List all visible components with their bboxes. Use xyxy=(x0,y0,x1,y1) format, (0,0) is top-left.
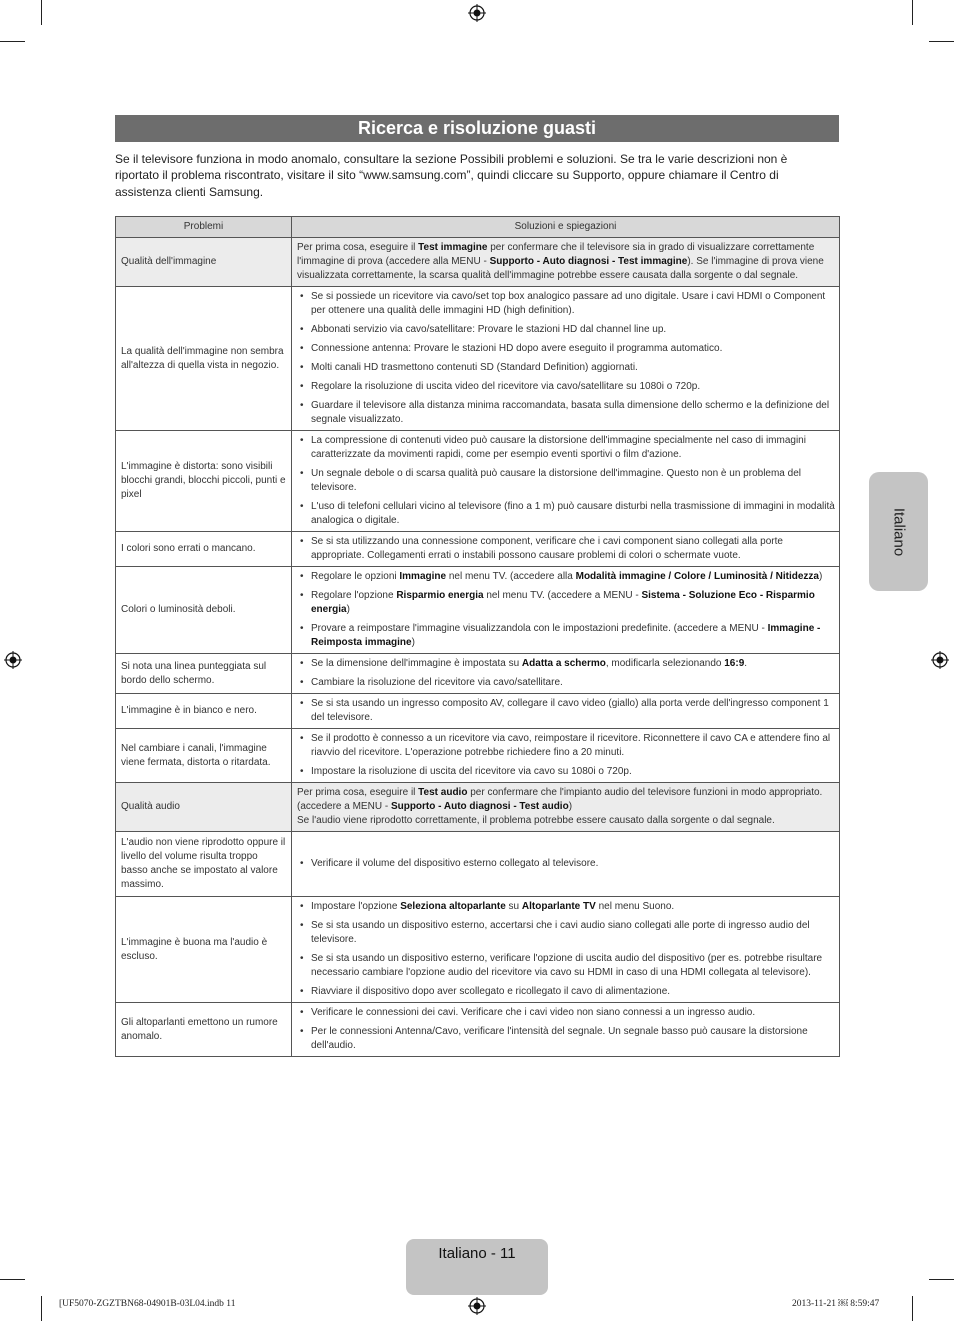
list-item: • Abbonati servizio via cavo/satellitare: Provare le stazioni HD dal channel line up. xyxy=(297,323,835,337)
table-row xyxy=(116,832,840,897)
problem-cell: Qualità audio xyxy=(116,783,292,832)
problem-cell: I colori sono errati o mancano. xyxy=(116,532,292,567)
crop-mark xyxy=(0,41,25,42)
problem-cell: L'audio non viene riprodotto oppure il livello del volume risulta troppo basso anche se impostato al valore massimo. xyxy=(116,832,292,897)
solution-list xyxy=(297,697,835,725)
table-row xyxy=(116,431,840,532)
list-item: • Se si sta usando un dispositivo esterno, accertarsi che i cavi audio siano collegati alle porte di ingresso audio del televisore. xyxy=(297,919,835,947)
list-item: • Molti canali HD trasmettono contenuti SD (Standard Definition) aggiornati. xyxy=(297,361,835,375)
list-item: • Provare a reimpostare l'immagine visualizzandola con le impostazioni predefinite. (accedere a MENU - Immagine - Reimposta immagine) xyxy=(297,622,835,650)
list-item: • Riavviare il dispositivo dopo aver scollegato e ricollegato il cavo di alimentazione. xyxy=(297,985,835,999)
list-item: • Se si sta utilizzando una connessione component, verificare che i cavi component siano collegati alla porte appropriate. Collegamenti errati o instabili possono causare problemi di colori o schermate vuote. xyxy=(297,535,835,563)
problem-cell: L'immagine è distorta: sono visibili blocchi grandi, blocchi piccoli, punti e pixel xyxy=(116,431,292,532)
solution-list xyxy=(297,900,835,999)
footer-file: [UF5070-ZGZTBN68-04901B-03L04.indb 11 xyxy=(59,1299,236,1309)
list-item: • La compressione di contenuti video può causare la distorsione dell'immagine specialmente nel caso di immagini caratterizzate da movimenti rapidi, come per esempio eventi sportivi o film d'azione. xyxy=(297,434,835,462)
table-row xyxy=(116,238,840,287)
list-item: • Regolare l'opzione Risparmio energia nel menu TV. (accedere a MENU - Sistema - Soluzione Eco - Risparmio energia) xyxy=(297,589,835,617)
list-item: • Per le connessioni Antenna/Cavo, verificare l'intensità del segnale. Un segnale basso può causare la distorsione dell'audio. xyxy=(297,1025,835,1053)
crop-mark xyxy=(929,1279,954,1280)
page-number-tab xyxy=(406,1239,548,1295)
problem-cell: L'immagine è buona ma l'audio è escluso. xyxy=(116,897,292,1003)
list-item: • Regolare le opzioni Immagine nel menu TV. (accedere alla Modalità immagine / Colore / Luminosità / Nitidezza) xyxy=(297,570,835,584)
solution-list xyxy=(297,1006,835,1053)
crop-mark xyxy=(41,0,42,25)
solution-list xyxy=(297,732,835,779)
table-row xyxy=(116,897,840,1003)
solution-cell xyxy=(292,832,840,897)
list-item: • Se la dimensione dell'immagine è impostata su Adatta a schermo, modificarla selezionando 16:9. xyxy=(297,657,835,671)
solution-cell xyxy=(292,287,840,431)
list-item: • Verificare il volume del dispositivo esterno collegato al televisore. xyxy=(297,857,835,871)
solution-list xyxy=(297,290,835,427)
table-row xyxy=(116,654,840,694)
registration-mark-icon xyxy=(4,651,22,669)
intro-paragraph: Se il televisore funziona in modo anomalo, consultare la sezione Possibili problemi e soluzioni. Se tra le varie descrizioni non è riportato il problema riscontrato, visitare il sito “www.samsung.com”, quindi cliccare su Supporto, oppure chiamare il Centro di assistenza clienti Samsung. xyxy=(115,152,788,199)
list-item: • Connessione antenna: Provare le stazioni HD dopo avere eseguito il programma automatico. xyxy=(297,342,835,356)
list-item: • Se si sta usando un dispositivo esterno, verificare l'opzione di uscita audio del dispositivo (per es. potrebbe risultare necessario cambiare l'opzione audio del ricevitore via cavo su HDMI in caso di una HDMI collegata al televisore). xyxy=(297,952,835,980)
side-tab-label: Italiano xyxy=(890,507,907,556)
table-row xyxy=(116,532,840,567)
solution-cell: Per prima cosa, eseguire il Test audio per confermare che l'impianto audio del televisore funzioni in modo appropriato. (accedere a MENU - Supporto - Auto diagnosi - Test audio) Se l'audio viene riprodotto correttamente, il problema potrebbe essere causato dalla sorgente o dal segnale. xyxy=(292,783,840,832)
crop-mark xyxy=(912,0,913,25)
registration-mark-icon xyxy=(931,651,949,669)
list-item: • Se il prodotto è connesso a un ricevitore via cavo, reimpostare il ricevitore. Riconnettere il cavo CA e attendere fino al riavvio del ricevitore. L'operazione potrebbe richiedere fino a 20 minuti. xyxy=(297,732,835,760)
problem-cell: Si nota una linea punteggiata sul bordo dello schermo. xyxy=(116,654,292,694)
crop-mark xyxy=(929,41,954,42)
registration-mark-icon xyxy=(468,1297,486,1315)
list-item: • Se si sta usando un ingresso composito AV, collegare il cavo video (giallo) alla porta verde dell'ingresso component 1 del televisore. xyxy=(297,697,835,725)
list-item: • Regolare la risoluzione di uscita video del ricevitore via cavo/satellitare su 1080i o 720p. xyxy=(297,380,835,394)
solution-cell xyxy=(292,729,840,783)
table-row xyxy=(116,287,840,431)
problem-cell: Gli altoparlanti emettono un rumore anomalo. xyxy=(116,1003,292,1057)
crop-mark xyxy=(912,1296,913,1321)
problem-cell: Qualità dell'immagine xyxy=(116,238,292,287)
page-title: Ricerca e risoluzione guasti xyxy=(115,115,839,142)
problem-cell: Nel cambiare i canali, l'immagine viene fermata, distorta o ritardata. xyxy=(116,729,292,783)
solution-cell xyxy=(292,654,840,694)
list-item: • Impostare l'opzione Seleziona altoparlante su Altoparlante TV nel menu Suono. xyxy=(297,900,835,914)
solution-list xyxy=(297,657,835,690)
header-problems: Problemi xyxy=(116,217,292,238)
table-row xyxy=(116,729,840,783)
problem-cell: La qualità dell'immagine non sembra all'altezza di quella vista in negozio. xyxy=(116,287,292,431)
page-number: Italiano - 11 xyxy=(438,1245,516,1262)
table-row xyxy=(116,783,840,832)
solution-cell xyxy=(292,532,840,567)
solution-cell xyxy=(292,897,840,1003)
solution-cell xyxy=(292,694,840,729)
table-row xyxy=(116,567,840,654)
list-item: • Cambiare la risoluzione del ricevitore via cavo/satellitare. xyxy=(297,676,835,690)
table-header-row xyxy=(116,217,840,238)
list-item: • Verificare le connessioni dei cavi. Verificare che i cavi video non siano connessi a un ingresso audio. xyxy=(297,1006,835,1020)
solution-cell xyxy=(292,431,840,532)
table-row xyxy=(116,694,840,729)
solution-cell xyxy=(292,567,840,654)
crop-mark xyxy=(41,1296,42,1321)
list-item: • Un segnale debole o di scarsa qualità può causare la distorsione dell'immagine. Questo non è un problema del televisore. xyxy=(297,467,835,495)
solution-list xyxy=(297,857,835,871)
list-item: • L'uso di telefoni cellulari vicino al televisore (fino a 1 m) può causare disturbi nella trasmissione di immagini in modalità analogica o digitale. xyxy=(297,500,835,528)
solution-list xyxy=(297,535,835,563)
footer-timestamp: 2013-11-21 ￼ 8:59:47 xyxy=(792,1299,880,1309)
solution-cell: Per prima cosa, eseguire il Test immagine per confermare che il televisore sia in grado di visualizzare correttamente l'immagine di prova (accedere alla MENU - Supporto - Auto diagnosi - Test immagine). Se l'immagine di prova viene visualizzata correttamente, la scarsa qualità dell'immagine potrebbe essere causata dalla sorgente o dal segnale. xyxy=(292,238,840,287)
problem-cell: L'immagine è in bianco e nero. xyxy=(116,694,292,729)
solution-cell xyxy=(292,1003,840,1057)
problem-cell: Colori o luminosità deboli. xyxy=(116,567,292,654)
troubleshooting-table xyxy=(115,216,840,1057)
solution-list xyxy=(297,570,835,650)
registration-mark-icon xyxy=(468,4,486,22)
list-item: • Guardare il televisore alla distanza minima raccomandata, basata sulla dimensione dello schermo e la definizione del segnale visualizzato. xyxy=(297,399,835,427)
table-row xyxy=(116,1003,840,1057)
solution-list xyxy=(297,434,835,528)
crop-mark xyxy=(0,1279,25,1280)
list-item: • Se si possiede un ricevitore via cavo/set top box analogico passare ad uno digitale. Usare i cavi HDMI o Component per ottenere una qualità delle immagini HD (high definition). xyxy=(297,290,835,318)
list-item: • Impostare la risoluzione di uscita del ricevitore via cavo su 1080i o 720p. xyxy=(297,765,835,779)
language-side-tab xyxy=(869,472,928,591)
header-solutions: Soluzioni e spiegazioni xyxy=(292,217,840,238)
